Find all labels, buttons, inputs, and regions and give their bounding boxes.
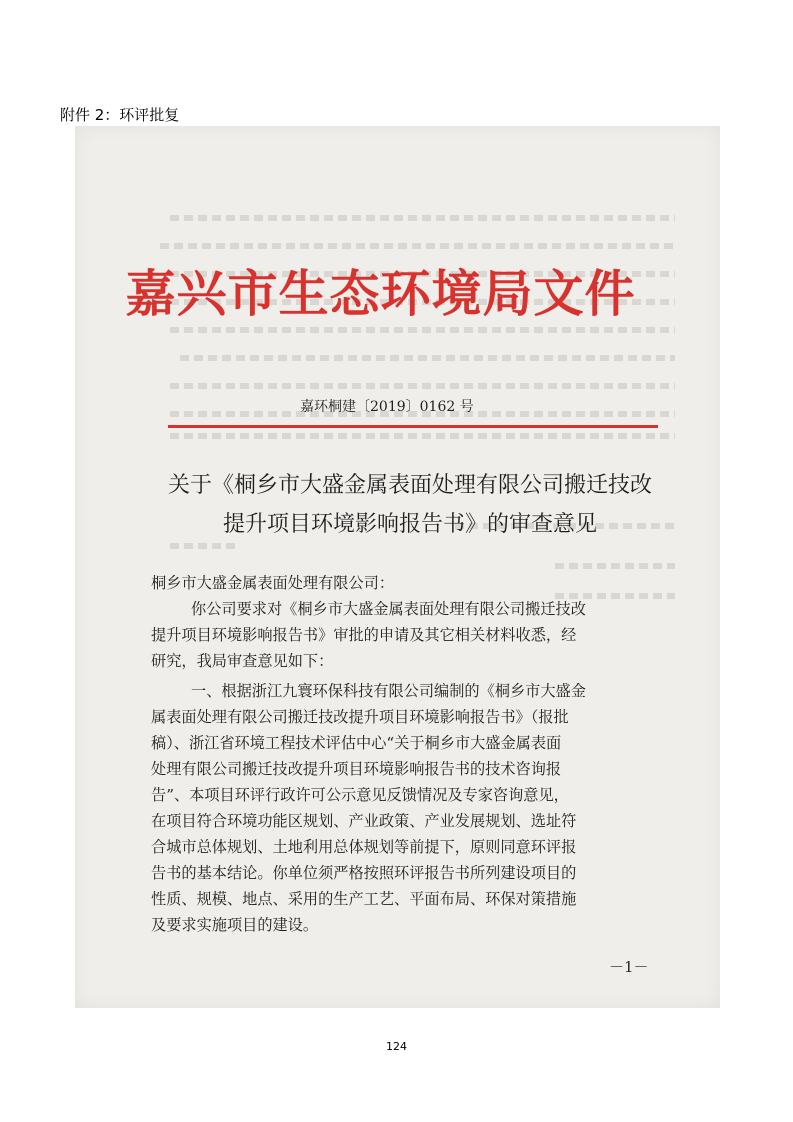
paragraph-line: 你公司要求对《桐乡市大盛金属表面处理有限公司搬迁技改 — [191, 600, 586, 618]
paragraph-2 — [151, 678, 671, 938]
paragraph-line: 告书的基本结论。你单位须严格按照环评报告书所列建设项目的 — [151, 864, 577, 882]
attachment-label: 附件 2：环评批复 — [60, 106, 180, 124]
paragraph-line: 及要求实施项目的建设。 — [151, 916, 319, 934]
paragraph-line: 稿）、浙江省环境工程技术评估中心“关于桐乡市大盛金属表面 — [151, 734, 562, 752]
document-title-line-1: 关于《桐乡市大盛金属表面处理有限公司搬迁技改 — [167, 473, 652, 498]
paragraph-line: 属表面处理有限公司搬迁技改提升项目环境影响报告书》（报批 — [151, 708, 569, 726]
recipient: 桐乡市大盛金属表面处理有限公司： — [151, 574, 394, 592]
paragraph-line: 研究，我局审查意见如下： — [151, 652, 334, 670]
paragraph-line: 合城市总体规划、土地利用总体规划等前提下，原则同意环评报 — [151, 838, 577, 856]
paragraph-line: 处理有限公司搬迁技改提升项目环境影响报告书的技术咨询报 — [151, 760, 562, 778]
paragraph-line: 在项目符合环境功能区规划、产业政策、产业发展规划、选址符 — [151, 812, 577, 830]
paragraph-line: 告”、本项目环评行政许可公示意见反馈情况及专家咨询意见， — [151, 786, 569, 804]
footer-page-number: 124 — [386, 1040, 407, 1053]
document-header-title: 嘉兴市生态环境局文件 — [125, 264, 636, 323]
red-divider — [168, 425, 658, 428]
scan-page-mark: －1－ — [609, 958, 649, 976]
document-number: 嘉环桐建〔2019〕0162 号 — [300, 399, 474, 415]
paragraph-line: 性质、规模、地点、采用的生产工艺、平面布局、环保对策措施 — [151, 890, 577, 908]
paragraph-line: 提升项目环境影响报告书》审批的申请及其它相关材料收悉，经 — [151, 626, 577, 644]
paragraph-1 — [151, 596, 671, 674]
document-title-line-2: 提升项目环境影响报告书》的审查意见 — [222, 512, 597, 537]
paragraph-line: 一、根据浙江九寰环保科技有限公司编制的《桐乡市大盛金 — [191, 682, 586, 700]
